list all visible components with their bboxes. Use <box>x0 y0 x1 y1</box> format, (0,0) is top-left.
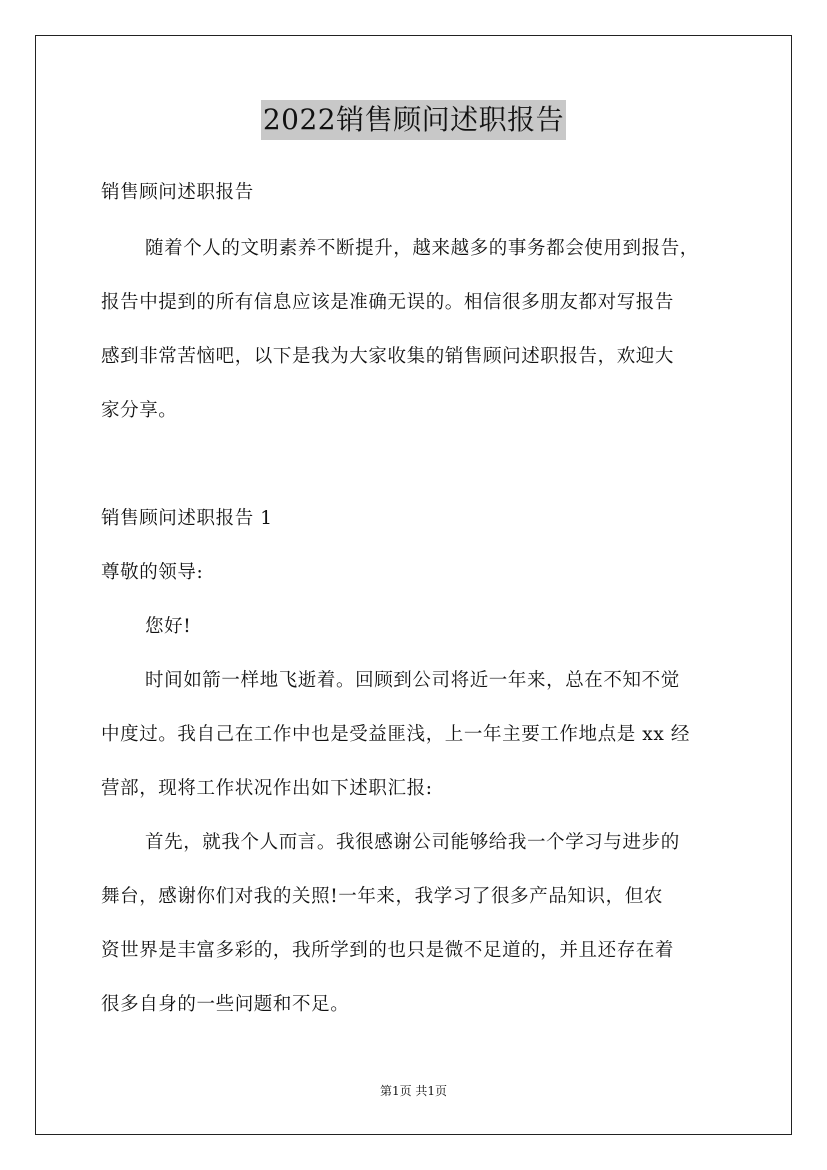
greeting: 您好! <box>145 616 192 637</box>
paragraph-line: 中度过。我自己在工作中也是受益匪浅，上一年主要工作地点是 xx 经 <box>101 724 690 745</box>
paragraph-line: 时间如箭一样地飞逝着。回顾到公司将近一年来，总在不知不觉 <box>145 670 680 691</box>
page-number-footer: 第1页 共1页 <box>379 1084 448 1098</box>
intro-line: 家分享。 <box>101 400 178 421</box>
intro-line: 感到非常苦恼吧，以下是我为大家收集的销售顾问述职报告，欢迎大 <box>101 346 675 367</box>
paragraph-line: 营部，现将工作状况作出如下述职汇报: <box>101 778 433 799</box>
paragraph-line: 首先，就我个人而言。我很感谢公司能够给我一个学习与进步的 <box>145 832 680 853</box>
salutation: 尊敬的领导: <box>101 562 204 583</box>
document-subtitle: 销售顾问述职报告 <box>101 182 254 203</box>
section-heading: 销售顾问述职报告 1 <box>101 508 273 529</box>
paragraph-line: 舞台，感谢你们对我的关照!一年来，我学习了很多产品知识，但农 <box>101 886 663 907</box>
title-container <box>0 100 827 140</box>
document-title: 2022销售顾问述职报告 <box>261 100 566 140</box>
paragraph-line: 很多自身的一些问题和不足。 <box>101 994 350 1015</box>
paragraph-line: 资世界是丰富多彩的，我所学到的也只是微不足道的，并且还存在着 <box>101 940 675 961</box>
intro-line: 随着个人的文明素养不断提升，越来越多的事务都会使用到报告， <box>145 238 699 259</box>
intro-line: 报告中提到的所有信息应该是准确无误的。相信很多朋友都对写报告 <box>101 292 675 313</box>
